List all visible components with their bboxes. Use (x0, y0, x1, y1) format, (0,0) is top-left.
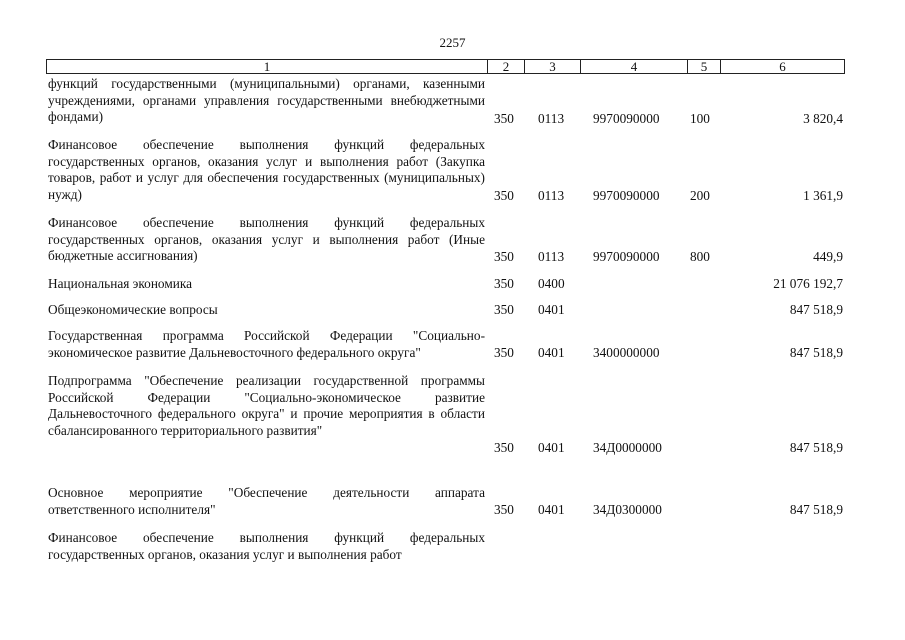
row-col-6: 847 518,9 (789, 345, 843, 360)
row-col-2: 350 (494, 188, 514, 203)
row-col-6: 1 361,9 (803, 188, 843, 203)
row-col-3: 0401 (538, 302, 565, 317)
row-col-6: 847 518,9 (789, 302, 843, 317)
row-description: Государственная программа Российской Федерации "Социально-экономическое развитие Дальневосточного федерального округа" (48, 328, 485, 360)
row-col-5: 800 (690, 249, 710, 264)
row-description: функций государственными (муниципальными) органами, казенными учреждениями, органами управления государственными внебюджетными фондами) (48, 76, 485, 124)
header-col-1: 1 (263, 59, 271, 74)
header-col-4: 4 (630, 59, 638, 74)
row-col-4: 9970090000 (593, 111, 660, 126)
row-col-4: 34Д0300000 (593, 502, 662, 517)
row-description: Финансовое обеспечение выполнения функций федеральных государственных органов, оказания услуг и выполнения работ (Иные бюджетные ассигнования) (48, 215, 485, 263)
row-col-3: 0113 (538, 188, 565, 203)
row-col-6: 21 076 192,7 (773, 276, 843, 291)
row-col-2: 350 (494, 440, 514, 455)
row-col-3: 0113 (538, 111, 565, 126)
row-col-6: 3 820,4 (803, 111, 843, 126)
row-description: Общеэкономические вопросы (48, 302, 218, 317)
header-col-3: 3 (549, 59, 556, 74)
row-col-3: 0400 (538, 276, 565, 291)
row-description: Финансовое обеспечение выполнения функций федеральных государственных органов, оказания услуг и выполнения работ (Закупка товаров, работ и услуг для обеспечения государственных (муниципальных) нужд) (48, 137, 485, 202)
row-col-2: 350 (494, 249, 514, 264)
row-col-3: 0401 (538, 440, 565, 455)
row-col-6: 449,9 (813, 249, 843, 264)
header-col-5: 5 (700, 59, 708, 74)
row-col-6: 847 518,9 (789, 502, 843, 517)
row-col-3: 0113 (538, 249, 565, 264)
row-col-2: 350 (494, 302, 514, 317)
row-col-6: 847 518,9 (789, 440, 843, 455)
header-col-6: 6 (779, 59, 786, 74)
row-col-3: 0401 (538, 345, 565, 360)
row-description: Подпрограмма "Обеспечение реализации государственной программы Российской Федерации "Социально-экономическое развитие Дальневосточного федерального округа" и прочие мероприятия в области сбалансированного территориального развития" (48, 373, 485, 438)
row-description: Основное мероприятие "Обеспечение деятельности аппарата ответственного исполнителя" (48, 485, 485, 517)
row-col-2: 350 (494, 276, 514, 291)
page-number: 2257 (439, 35, 466, 50)
header-col-2: 2 (502, 59, 510, 74)
row-description: Финансовое обеспечение выполнения функций федеральных государственных органов, оказания услуг и выполнения работ (48, 530, 485, 562)
row-col-4: 9970090000 (593, 188, 660, 203)
row-col-3: 0401 (538, 502, 565, 517)
row-col-4: 3400000000 (593, 345, 660, 360)
row-col-2: 350 (494, 345, 514, 360)
table-header (46, 59, 845, 74)
row-col-5: 100 (690, 111, 710, 126)
row-description: Национальная экономика (48, 276, 193, 291)
row-col-5: 200 (690, 188, 710, 203)
row-col-4: 9970090000 (593, 249, 660, 264)
row-col-2: 350 (494, 502, 514, 517)
row-col-2: 350 (494, 111, 514, 126)
row-col-4: 34Д0000000 (593, 440, 662, 455)
